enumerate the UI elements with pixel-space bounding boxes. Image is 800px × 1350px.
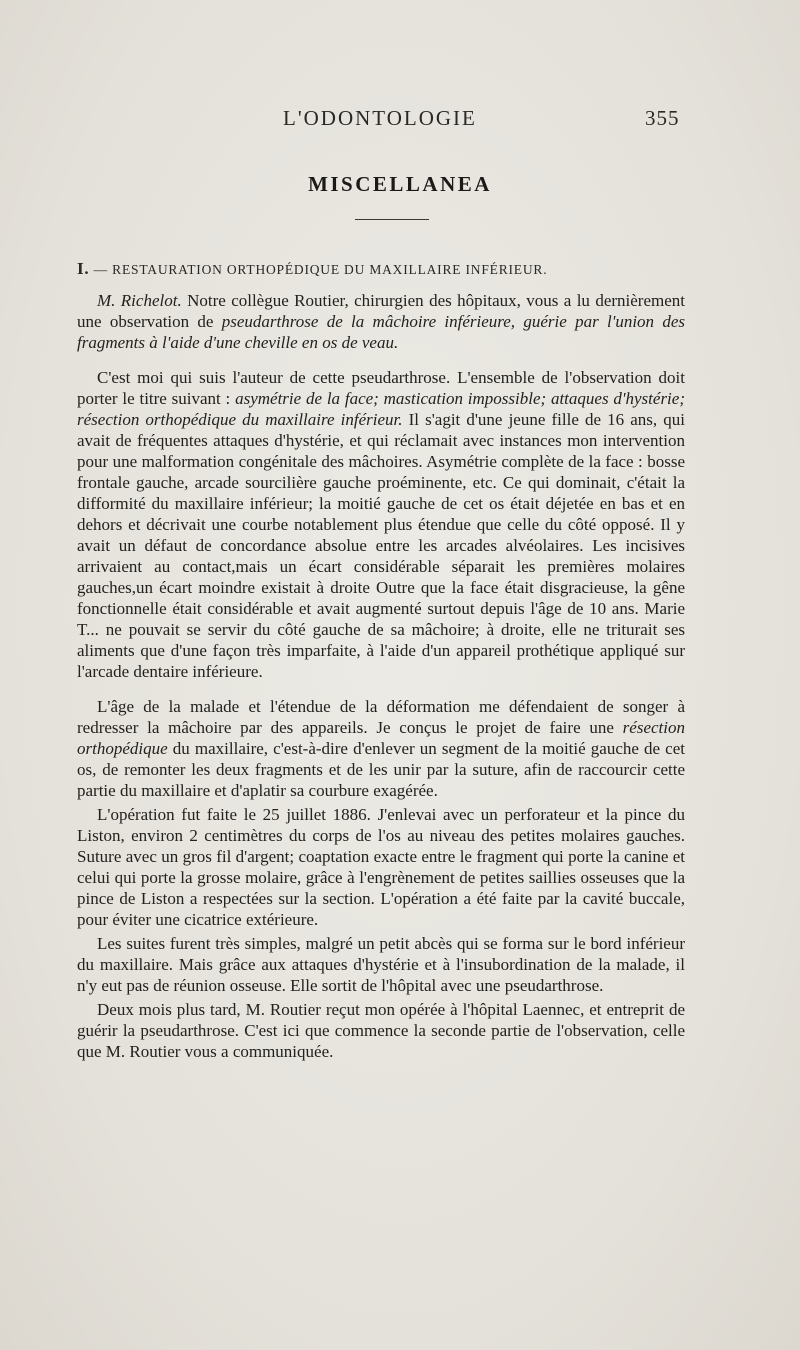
paragraph-3	[77, 696, 685, 801]
heading-number: I.	[77, 259, 90, 278]
paragraph-2-text-a: C'est moi qui suis l'auteur de cette pseudarthrose. L'ensemble de l'observation doit porter le titre suivant :	[77, 368, 685, 408]
paragraph-5-text: Les suites furent très simples, malgré un petit abcès qui se forma sur le bord inférieur du maxillaire. Mais grâce aux attaques d'hystérie et à l'insubordination de la malade, il n'y eut pas de réunion osseuse. Elle sortit de l'hôpital avec une pseudarthrose.	[77, 934, 685, 995]
paragraph-1	[77, 290, 685, 353]
paragraph-1-italic: pseudarthrose de la mâchoire inférieure, guérie par l'union des fragments à l'aide d'une cheville en os de veau.	[77, 312, 685, 352]
heading-dash: —	[93, 262, 108, 277]
journal-title: L'ODONTOLOGIE	[283, 106, 477, 130]
paragraph-1-text: Notre collègue Routier, chirurgien des hôpitaux, vous a lu dernièrement une observation de	[77, 291, 685, 331]
page-number: 355	[645, 106, 680, 130]
paragraph-6	[77, 999, 685, 1062]
title-rule	[355, 219, 429, 220]
speaker-name: M. Richelot.	[97, 291, 182, 310]
paragraph-5	[77, 933, 685, 996]
heading-text: RESTAURATION ORTHOPÉDIQUE DU MAXILLAIRE INFÉRIEUR.	[112, 262, 548, 277]
paragraph-4	[77, 804, 685, 930]
article-body	[77, 290, 685, 1062]
article-heading	[77, 259, 687, 279]
paragraph-2-italic: asymétrie de la face; mastication impossible; attaques d'hystérie; résection orthopédique du maxillaire inférieur.	[77, 389, 685, 429]
paragraph-2-text-b: Il s'agit d'une jeune fille de 16 ans, qui avait de fréquentes attaques d'hystérie, et qui réclamait avec instances mon intervention pour une malformation congénitale des mâchoires. Asymétrie complète de la face : bosse frontale gauche, arcade sourcilière gauche proéminente, etc. Ce qui dominait, c'était la difformité du maxillaire inférieur; la moitié gauche de cet os était déjetée en bas et en dehors et décrivait une courbe notablement plus étendue que celle du côté opposé. Il y avait un défaut de concordance absolue entre les arcades alvéolaires. Les incisives arrivaient au contact,mais un écart considérable séparait les premières molaires gauches,un écart moindre existait à droite Outre que la face était disgracieuse, la gêne fonctionnelle était considérable et avait augmenté surtout depuis l'âge de 10 ans. Marie T... ne pouvait se servir du côté gauche de sa mâchoire; à droite, elle ne triturait ses aliments que d'une façon très imparfaite, à l'aide d'un appareil prothétique appliqué sur l'arcade dentaire inférieure.	[77, 410, 685, 681]
paragraph-4-text: L'opération fut faite le 25 juillet 1886. J'enlevai avec un perforateur et la pince du Liston, environ 2 centimètres du corps de l'os au niveau des petites molaires gauches. Suture avec un gros fil d'argent; coaptation exacte entre le fragment qui porte la canine et celui qui porte la grosse molaire, grâce à l'engrènement de petites saillies osseuses que la pince de Liston a respectées sur la section. L'opération a été faite par la cavité buccale, pour éviter une cicatrice extérieure.	[77, 805, 685, 929]
running-head	[0, 106, 800, 136]
section-title: MISCELLANEA	[308, 172, 492, 196]
paragraph-3-italic: résection orthopédique	[77, 718, 685, 758]
paragraph-6-text: Deux mois plus tard, M. Routier reçut mon opérée à l'hôpital Laennec, et entreprit de guérir la pseudarthrose. C'est ici que commence la seconde partie de l'observation, celle que M. Routier vous a communiquée.	[77, 1000, 685, 1061]
paragraph-3-text-b: du maxillaire, c'est-à-dire d'enlever un segment de la moitié gauche de cet os, de remonter les deux fragments et de les unir par la suture, afin de raccourcir cette partie du maxillaire et d'aplatir sa courbure exagérée.	[77, 739, 685, 800]
paragraph-3-text-a: L'âge de la malade et l'étendue de la déformation me défendaient de songer à redresser la mâchoire par des appareils. Je conçus le projet de faire une	[77, 697, 685, 737]
paragraph-2	[77, 367, 685, 682]
